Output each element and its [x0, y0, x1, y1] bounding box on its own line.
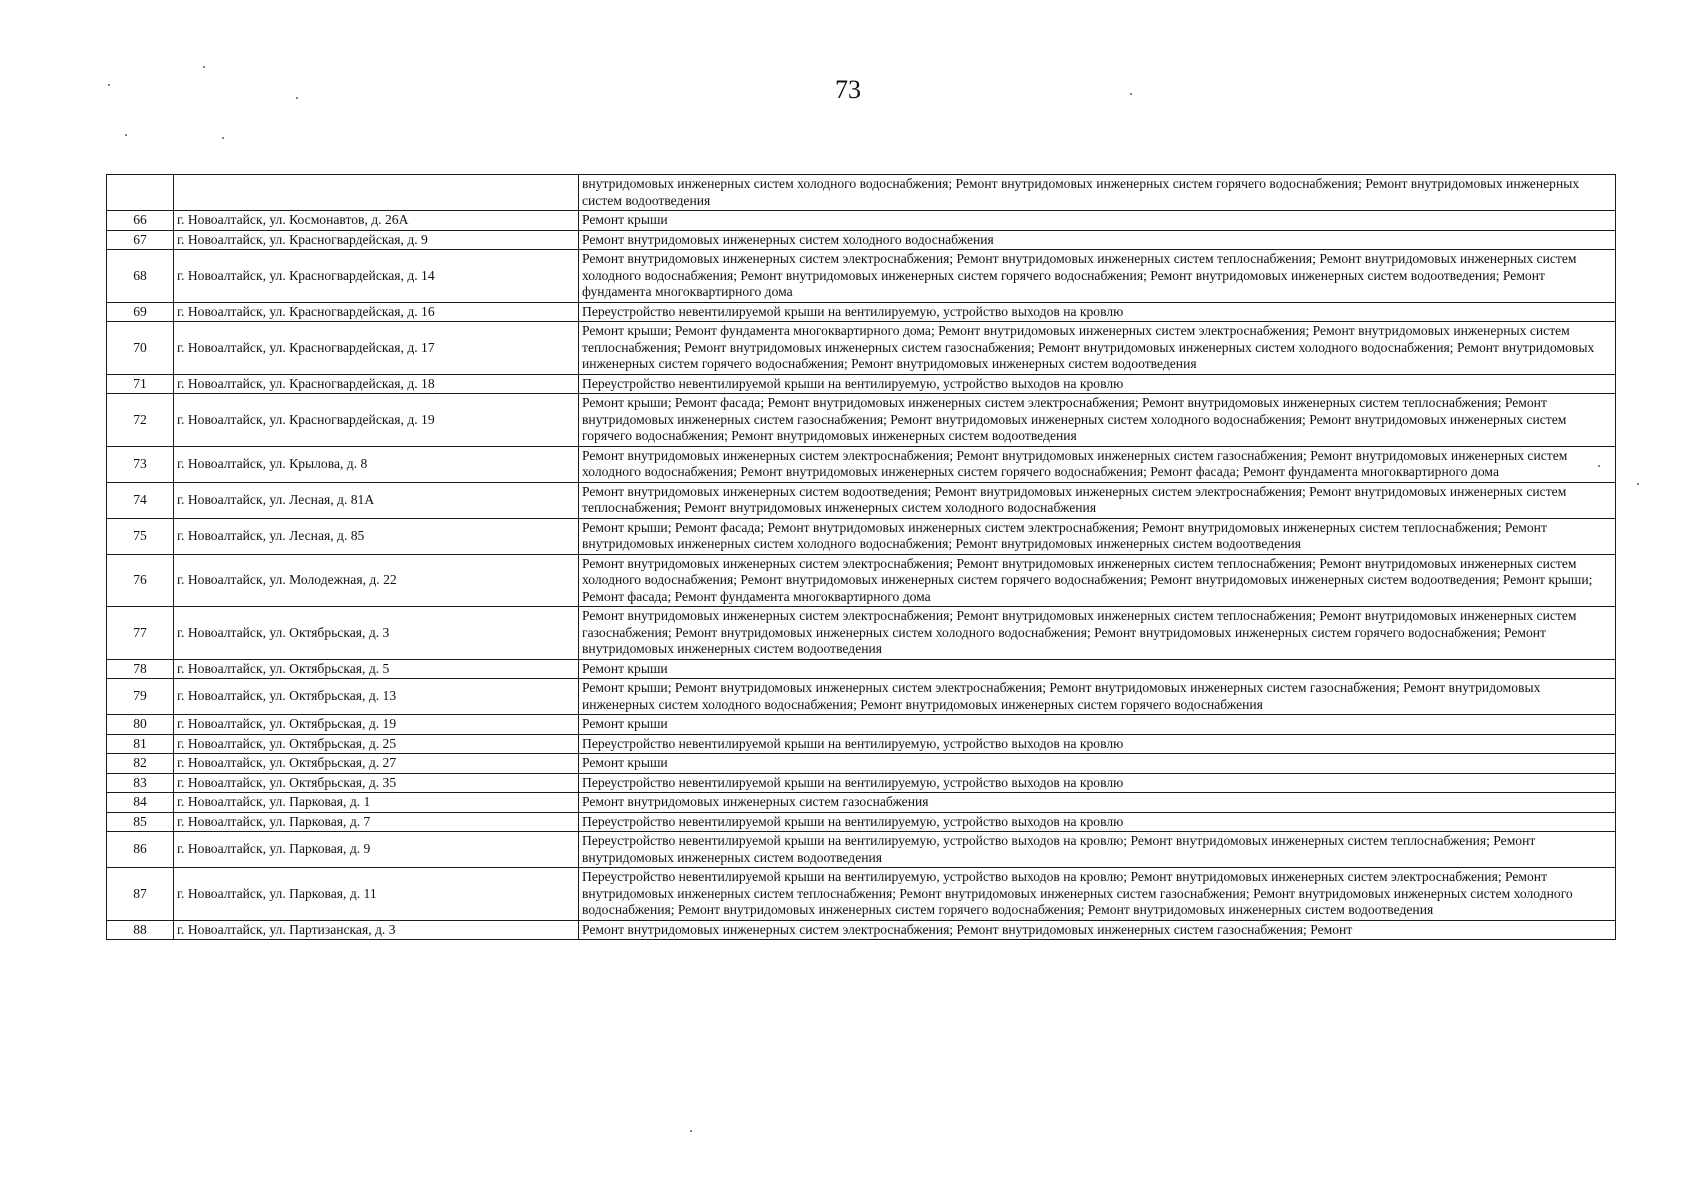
row-number: 78 — [107, 659, 174, 679]
row-address: г. Новоалтайск, ул. Лесная, д. 81А — [174, 482, 579, 518]
table-row — [107, 832, 1616, 868]
scan-speck — [203, 66, 205, 68]
row-work-types: Ремонт крыши; Ремонт фундамента многоквартирного дома; Ремонт внутридомовых инженерных систем электроснабжения; Ремонт внутридомовых инженерных систем теплоснабжения; Ремонт внутридомовых инженерных систем газоснабжения; Ремонт внутридомовых инженерных систем холодного водоснабжения; Ремонт внутридомовых инженерных систем горячего водоснабжения; Ремонт внутридомовых инженерных систем водоотведения — [579, 322, 1616, 375]
row-number: 84 — [107, 793, 174, 813]
row-address: г. Новоалтайск, ул. Парковая, д. 7 — [174, 812, 579, 832]
row-address — [174, 175, 579, 211]
row-address: г. Новоалтайск, ул. Парковая, д. 1 — [174, 793, 579, 813]
table-row — [107, 607, 1616, 660]
row-address: г. Новоалтайск, ул. Октябрьская, д. 5 — [174, 659, 579, 679]
row-work-types: Переустройство невентилируемой крыши на вентилируемую, устройство выходов на кровлю; Ремонт внутридомовых инженерных систем теплоснабжения; Ремонт внутридомовых инженерных систем водоотведения — [579, 832, 1616, 868]
scan-speck — [1637, 483, 1639, 485]
table-row — [107, 250, 1616, 303]
row-number: 80 — [107, 715, 174, 735]
table-row — [107, 518, 1616, 554]
row-number: 83 — [107, 773, 174, 793]
row-number: 88 — [107, 920, 174, 940]
row-work-types: Переустройство невентилируемой крыши на вентилируемую, устройство выходов на кровлю — [579, 812, 1616, 832]
row-address: г. Новоалтайск, ул. Красногвардейская, д. 16 — [174, 302, 579, 322]
table-row — [107, 230, 1616, 250]
row-work-types: Ремонт внутридомовых инженерных систем электроснабжения; Ремонт внутридомовых инженерных систем теплоснабжения; Ремонт внутридомовых инженерных систем холодного водоснабжения; Ремонт внутридомовых инженерных систем горячего водоснабжения; Ремонт внутридомовых инженерных систем водоотведения; Ремонт крыши; Ремонт фасада; Ремонт фундамента многоквартирного дома — [579, 554, 1616, 607]
row-address: г. Новоалтайск, ул. Крылова, д. 8 — [174, 446, 579, 482]
table-row — [107, 302, 1616, 322]
table-row — [107, 679, 1616, 715]
row-work-types: внутридомовых инженерных систем холодного водоснабжения; Ремонт внутридомовых инженерных систем горячего водоснабжения; Ремонт внутридомовых инженерных систем водоотведения — [579, 175, 1616, 211]
scan-speck — [690, 1130, 692, 1132]
row-number: 82 — [107, 754, 174, 774]
row-work-types: Ремонт внутридомовых инженерных систем холодного водоснабжения — [579, 230, 1616, 250]
row-address: г. Новоалтайск, ул. Красногвардейская, д. 19 — [174, 394, 579, 447]
row-address: г. Новоалтайск, ул. Парковая, д. 11 — [174, 868, 579, 921]
row-address: г. Новоалтайск, ул. Красногвардейская, д. 14 — [174, 250, 579, 303]
row-number: 69 — [107, 302, 174, 322]
table-row — [107, 773, 1616, 793]
row-address: г. Новоалтайск, ул. Октябрьская, д. 25 — [174, 734, 579, 754]
row-number: 79 — [107, 679, 174, 715]
row-work-types: Переустройство невентилируемой крыши на вентилируемую, устройство выходов на кровлю — [579, 773, 1616, 793]
row-number: 66 — [107, 211, 174, 231]
row-address: г. Новоалтайск, ул. Партизанская, д. 3 — [174, 920, 579, 940]
row-work-types: Ремонт внутридомовых инженерных систем газоснабжения — [579, 793, 1616, 813]
row-work-types: Ремонт крыши; Ремонт внутридомовых инженерных систем электроснабжения; Ремонт внутридомовых инженерных систем газоснабжения; Ремонт внутридомовых инженерных систем холодного водоснабжения; Ремонт внутридомовых инженерных систем горячего водоснабжения — [579, 679, 1616, 715]
row-work-types: Ремонт крыши; Ремонт фасада; Ремонт внутридомовых инженерных систем электроснабжения; Ремонт внутридомовых инженерных систем теплоснабжения; Ремонт внутридомовых инженерных систем газоснабжения; Ремонт внутридомовых инженерных систем холодного водоснабжения; Ремонт внутридомовых инженерных систем горячего водоснабжения; Ремонт внутридомовых инженерных систем водоотведения — [579, 394, 1616, 447]
row-work-types: Ремонт внутридомовых инженерных систем электроснабжения; Ремонт внутридомовых инженерных систем газоснабжения; Ремонт внутридомовых инженерных систем холодного водоснабжения; Ремонт внутридомовых инженерных систем горячего водоснабжения; Ремонт фасада; Ремонт фундамента многоквартирного дома — [579, 446, 1616, 482]
table-row — [107, 175, 1616, 211]
row-work-types: Ремонт внутридомовых инженерных систем электроснабжения; Ремонт внутридомовых инженерных систем теплоснабжения; Ремонт внутридомовых инженерных систем газоснабжения; Ремонт внутридомовых инженерных систем холодного водоснабжения; Ремонт внутридомовых инженерных систем горячего водоснабжения; Ремонт внутридомовых инженерных систем водоотведения — [579, 607, 1616, 660]
row-number: 70 — [107, 322, 174, 375]
row-address: г. Новоалтайск, ул. Октябрьская, д. 27 — [174, 754, 579, 774]
scan-speck — [222, 137, 224, 139]
row-number: 75 — [107, 518, 174, 554]
table-row — [107, 394, 1616, 447]
row-address: г. Новоалтайск, ул. Октябрьская, д. 19 — [174, 715, 579, 735]
row-work-types: Ремонт внутридомовых инженерных систем электроснабжения; Ремонт внутридомовых инженерных систем газоснабжения; Ремонт — [579, 920, 1616, 940]
row-number: 73 — [107, 446, 174, 482]
row-number: 71 — [107, 374, 174, 394]
table-row — [107, 868, 1616, 921]
table-row — [107, 812, 1616, 832]
row-number: 76 — [107, 554, 174, 607]
row-work-types: Переустройство невентилируемой крыши на вентилируемую, устройство выходов на кровлю — [579, 302, 1616, 322]
table-row — [107, 482, 1616, 518]
scan-speck — [125, 134, 127, 136]
table-row — [107, 446, 1616, 482]
row-address: г. Новоалтайск, ул. Парковая, д. 9 — [174, 832, 579, 868]
row-number: 85 — [107, 812, 174, 832]
table-row — [107, 211, 1616, 231]
row-number — [107, 175, 174, 211]
row-address: г. Новоалтайск, ул. Октябрьская, д. 3 — [174, 607, 579, 660]
row-work-types: Ремонт крыши — [579, 211, 1616, 231]
row-work-types: Переустройство невентилируемой крыши на вентилируемую, устройство выходов на кровлю; Ремонт внутридомовых инженерных систем электроснабжения; Ремонт внутридомовых инженерных систем теплоснабжения; Ремонт внутридомовых инженерных систем газоснабжения; Ремонт внутридомовых инженерных систем холодного водоснабжения; Ремонт внутридомовых инженерных систем горячего водоснабжения; Ремонт внутридомовых инженерных систем водоотведения — [579, 868, 1616, 921]
row-work-types: Переустройство невентилируемой крыши на вентилируемую, устройство выходов на кровлю — [579, 734, 1616, 754]
row-number: 86 — [107, 832, 174, 868]
table-row — [107, 374, 1616, 394]
row-address: г. Новоалтайск, ул. Лесная, д. 85 — [174, 518, 579, 554]
table-row — [107, 920, 1616, 940]
table-row — [107, 322, 1616, 375]
row-address: г. Новоалтайск, ул. Красногвардейская, д. 9 — [174, 230, 579, 250]
row-work-types: Ремонт внутридомовых инженерных систем электроснабжения; Ремонт внутридомовых инженерных систем теплоснабжения; Ремонт внутридомовых инженерных систем холодного водоснабжения; Ремонт внутридомовых инженерных систем горячего водоснабжения; Ремонт внутридомовых инженерных систем водоотведения; Ремонт фундамента многоквартирного дома — [579, 250, 1616, 303]
row-number: 72 — [107, 394, 174, 447]
row-number: 74 — [107, 482, 174, 518]
table-row — [107, 659, 1616, 679]
row-number: 67 — [107, 230, 174, 250]
row-work-types: Ремонт крыши — [579, 754, 1616, 774]
row-address: г. Новоалтайск, ул. Октябрьская, д. 35 — [174, 773, 579, 793]
row-number: 87 — [107, 868, 174, 921]
row-work-types: Ремонт крыши — [579, 659, 1616, 679]
row-work-types: Ремонт крыши — [579, 715, 1616, 735]
row-address: г. Новоалтайск, ул. Красногвардейская, д. 17 — [174, 322, 579, 375]
row-address: г. Новоалтайск, ул. Октябрьская, д. 13 — [174, 679, 579, 715]
table-row — [107, 793, 1616, 813]
table-row — [107, 754, 1616, 774]
row-work-types: Ремонт внутридомовых инженерных систем водоотведения; Ремонт внутридомовых инженерных систем электроснабжения; Ремонт внутридомовых инженерных систем теплоснабжения; Ремонт внутридомовых инженерных систем холодного водоснабжения — [579, 482, 1616, 518]
table-row — [107, 554, 1616, 607]
row-work-types: Переустройство невентилируемой крыши на вентилируемую, устройство выходов на кровлю — [579, 374, 1616, 394]
page-number: 73 — [835, 75, 861, 104]
row-address: г. Новоалтайск, ул. Красногвардейская, д. 18 — [174, 374, 579, 394]
row-address: г. Новоалтайск, ул. Космонавтов, д. 26А — [174, 211, 579, 231]
table-body — [107, 175, 1616, 940]
row-address: г. Новоалтайск, ул. Молодежная, д. 22 — [174, 554, 579, 607]
repair-works-table — [106, 174, 1616, 940]
table-row — [107, 715, 1616, 735]
table-row — [107, 734, 1616, 754]
row-number: 68 — [107, 250, 174, 303]
row-number: 81 — [107, 734, 174, 754]
row-work-types: Ремонт крыши; Ремонт фасада; Ремонт внутридомовых инженерных систем электроснабжения; Ремонт внутридомовых инженерных систем теплоснабжения; Ремонт внутридомовых инженерных систем холодного водоснабжения; Ремонт внутридомовых инженерных систем водоотведения — [579, 518, 1616, 554]
row-number: 77 — [107, 607, 174, 660]
